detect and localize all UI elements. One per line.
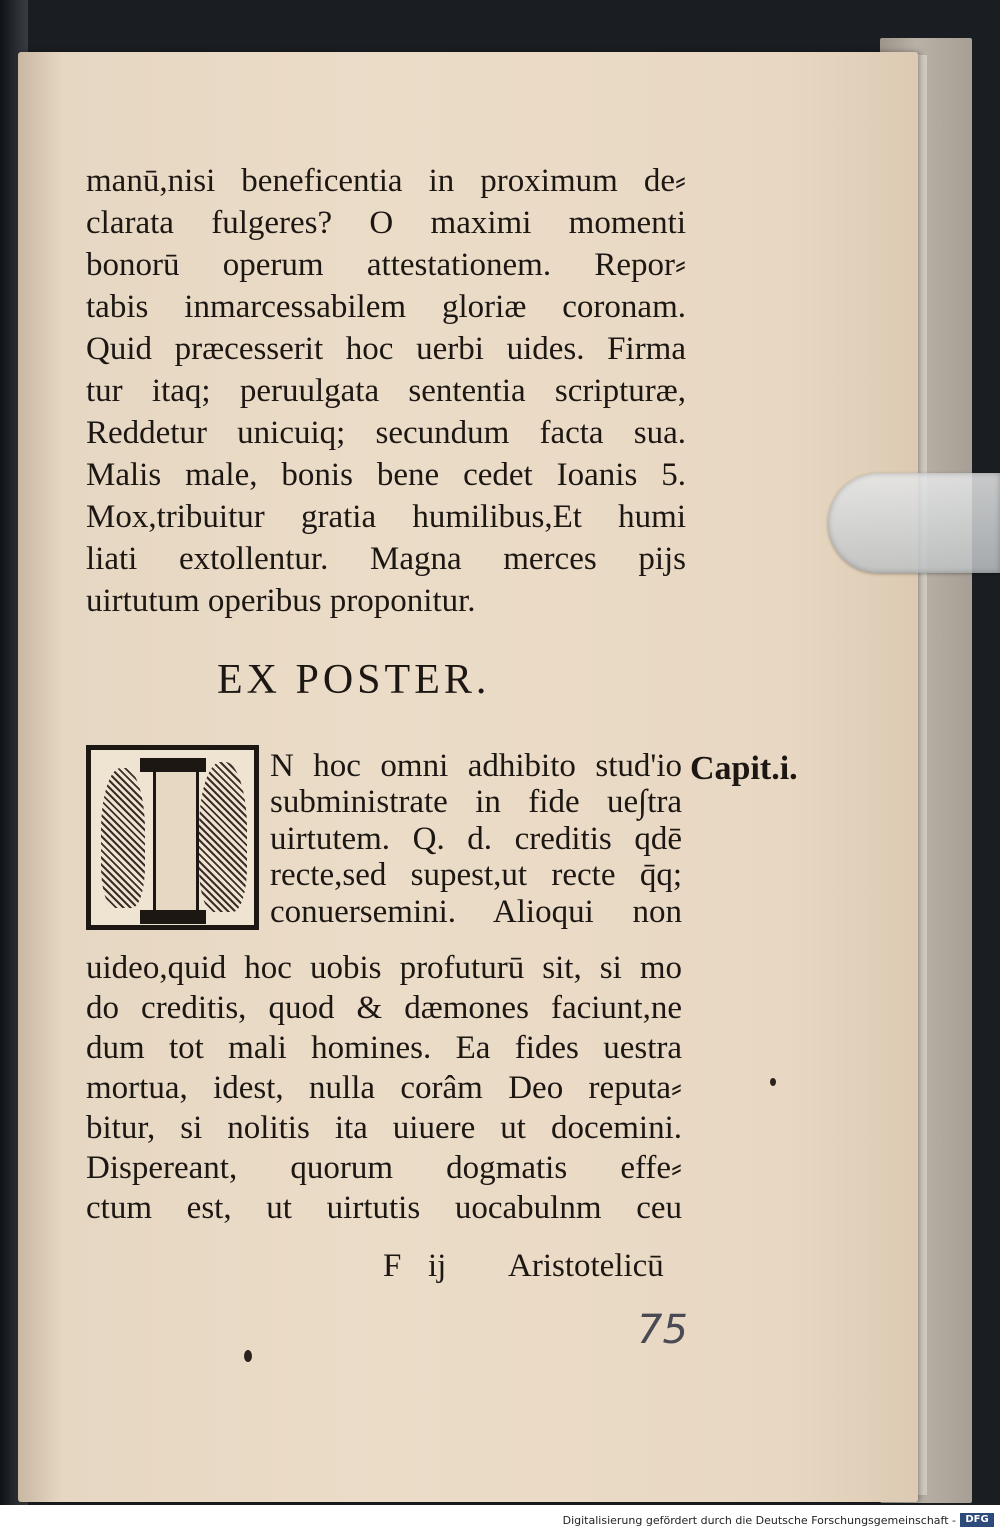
text-line: ctum est, ut uirtutis uocabulnm ceu bbox=[86, 1190, 682, 1226]
text-line: tabis inmarcessabilem gloriæ coronam. bbox=[86, 289, 686, 325]
page-clip bbox=[828, 473, 1000, 573]
pencil-folio-number: 75 bbox=[637, 1307, 688, 1353]
text-line: do creditis, quod & dæmones faciunt,ne bbox=[86, 990, 682, 1026]
marginal-note: Capit.i. bbox=[690, 750, 798, 787]
text-line: Quid præcesserit hoc uerbi uides. Firma bbox=[86, 331, 686, 367]
signature-number: ij bbox=[428, 1248, 447, 1284]
text-line: clarata fulgeres? O maximi momenti bbox=[86, 205, 686, 241]
cherub-figure-icon bbox=[199, 762, 247, 912]
body-paragraph bbox=[86, 948, 682, 1228]
text-line: liati extollentur. Magna merces pijs bbox=[86, 541, 686, 577]
worm-hole bbox=[770, 1078, 776, 1086]
worm-hole bbox=[244, 1350, 252, 1362]
text-line: Dispereant, quorum dogmatis effe⸗ bbox=[86, 1150, 682, 1186]
cherub-figure-icon bbox=[101, 768, 145, 908]
section-heading: EX POSTER. bbox=[217, 657, 491, 703]
catchword: Aristotelicū bbox=[508, 1248, 664, 1284]
text-line: conuersemini. Alioqui non bbox=[270, 893, 682, 930]
footer-bar bbox=[0, 1505, 1000, 1535]
text-line: bitur, si nolitis ita uiuere ut docemini. bbox=[86, 1110, 682, 1146]
text-line: Malis male, bonis bene cedet Ioanis 5. bbox=[86, 457, 686, 493]
text-line: mortua, idest, nulla corâm Deo reputa⸗ bbox=[86, 1070, 682, 1106]
text-line: Reddetur unicuiq; secundum facta sua. bbox=[86, 415, 686, 451]
text-line: subministrate in fide ue∫tra bbox=[270, 784, 682, 821]
initial-letter-i-icon bbox=[153, 758, 199, 924]
text-line: dum tot mali homines. Ea fides uestra bbox=[86, 1030, 682, 1066]
initial-side-text bbox=[270, 748, 682, 930]
text-line: uideo,quid hoc uobis profuturū sit, si mo bbox=[86, 950, 682, 986]
text-line: uirtutum operibus proponitur. bbox=[86, 583, 476, 619]
signature-mark: F bbox=[383, 1248, 402, 1284]
text-line: uirtutem. Q. d. creditis qdē bbox=[270, 820, 682, 857]
text-line: Mox,tribuitur gratia humilibus,Et humi bbox=[86, 499, 686, 535]
dfg-logo-icon: DFG bbox=[960, 1513, 994, 1527]
text-line: bonorū operum attestationem. Repor⸗ bbox=[86, 247, 686, 283]
text-line: recte,sed supest,ut recte q̄q; bbox=[270, 857, 682, 894]
text-line: N hoc omni adhibito stud'io bbox=[270, 748, 682, 784]
decorated-initial-woodcut bbox=[86, 745, 259, 930]
text-line: tur itaq; peruulgata sententia scripturæ, bbox=[86, 373, 686, 409]
opening-paragraph bbox=[86, 160, 686, 622]
funding-credit: Digitalisierung gefördert durch die Deutsche Forschungsgemeinschaft - bbox=[562, 1514, 956, 1527]
text-line: manū,nisi beneficentia in proximum de⸗ bbox=[86, 163, 686, 199]
